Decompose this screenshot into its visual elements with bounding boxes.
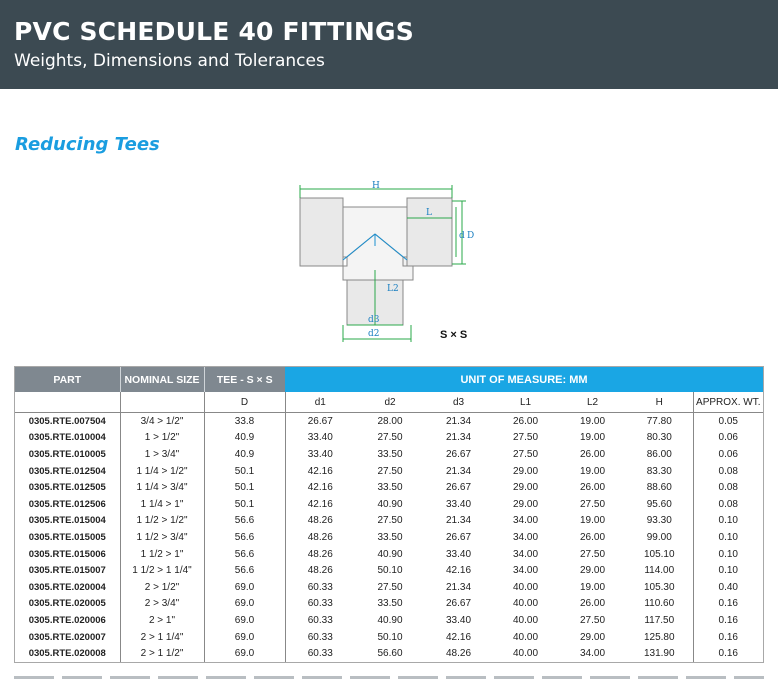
col-header-blank-size	[120, 392, 204, 413]
cell-part: 0305.RTE.020008	[15, 645, 120, 662]
cell-d2: 33.50	[377, 482, 403, 494]
cell-part: 0305.RTE.020004	[15, 579, 120, 596]
cell-h: 93.30	[626, 513, 693, 530]
table-row	[15, 645, 763, 662]
cell-d2: 33.50	[377, 448, 403, 460]
cell-d1: 48.26	[307, 548, 333, 560]
col-header-l2: L2	[559, 392, 626, 413]
cell-h: 83.30	[626, 463, 693, 480]
cell-d2: 50.10	[377, 565, 403, 577]
cell-part: 0305.RTE.010005	[15, 446, 120, 463]
cell-h: 105.30	[626, 579, 693, 596]
cell-d3: 21.34	[445, 415, 472, 427]
cell-d2: 27.50	[377, 465, 403, 477]
cell-l1: 40.00	[512, 598, 539, 610]
cell-nominal-size: 2 > 1 1/2"	[120, 645, 204, 662]
cell-nominal-size: 1 1/4 > 1"	[120, 496, 204, 513]
cell-weight: 0.08	[718, 465, 738, 477]
cell-nominal-size: 1 1/2 > 1/2"	[120, 513, 204, 530]
cell-d1: 42.16	[307, 498, 333, 510]
cell-d2: 33.50	[377, 531, 403, 543]
cell-d-outer: 69.0	[204, 612, 285, 629]
table-row	[15, 496, 763, 513]
cell-d1: 33.40	[307, 448, 333, 460]
cell-weight: 0.16	[718, 614, 738, 626]
cell-d3: 21.34	[445, 465, 472, 477]
cell-l2: 19.00	[579, 465, 606, 477]
cell-weight: 0.40	[718, 581, 738, 593]
col-header-weight: APPROX. WT.	[693, 392, 763, 413]
table-row	[15, 513, 763, 530]
cell-l2: 27.50	[579, 498, 606, 510]
cell-d3: 21.34	[445, 581, 472, 593]
tee-left-socket	[300, 198, 343, 266]
cell-l1: 34.00	[512, 565, 539, 577]
cell-nominal-size: 1 1/2 > 3/4"	[120, 529, 204, 546]
cell-d-outer: 69.0	[204, 596, 285, 613]
cell-l2: 29.00	[579, 631, 606, 643]
cell-d1: 42.16	[307, 482, 333, 494]
cell-l1: 27.50	[512, 448, 539, 460]
cell-weight: 0.16	[718, 648, 738, 660]
cell-d2: 27.50	[377, 515, 403, 527]
table-row	[15, 562, 763, 579]
cell-nominal-size: 1 1/2 > 1 1/4"	[120, 562, 204, 579]
table-row	[15, 430, 763, 447]
cell-weight: 0.08	[718, 498, 738, 510]
cell-part: 0305.RTE.020005	[15, 596, 120, 613]
cell-l1: 27.50	[512, 432, 539, 444]
cell-nominal-size: 2 > 1/2"	[120, 579, 204, 596]
cell-weight: 0.06	[718, 448, 738, 460]
cell-d-outer: 50.1	[204, 463, 285, 480]
dim-label-h: H	[372, 181, 380, 191]
table-row	[15, 629, 763, 646]
cell-l2: 19.00	[579, 415, 606, 427]
table-row	[15, 612, 763, 629]
page-subtitle: Weights, Dimensions and Tolerances	[14, 51, 325, 71]
dim-label-d-large: D	[467, 231, 475, 241]
cell-d1: 60.33	[307, 614, 333, 626]
cell-l2: 19.00	[579, 515, 606, 527]
cell-l2: 19.00	[579, 432, 606, 444]
cell-d1: 33.40	[307, 432, 333, 444]
col-header-h: H	[626, 392, 693, 413]
cell-h: 125.80	[626, 629, 693, 646]
cell-d2: 28.00	[377, 415, 403, 427]
cell-l1: 34.00	[512, 515, 539, 527]
cell-weight: 0.10	[718, 515, 738, 527]
section-title: Reducing Tees	[15, 134, 160, 155]
cell-l2: 26.00	[579, 448, 606, 460]
cell-weight: 0.16	[718, 598, 738, 610]
cell-d-outer: 56.6	[204, 529, 285, 546]
cell-d2: 40.90	[377, 498, 403, 510]
cell-d3: 48.26	[445, 648, 472, 660]
page-title: PVC SCHEDULE 40 FITTINGS	[14, 17, 414, 46]
cell-d-outer: 50.1	[204, 496, 285, 513]
cell-l1: 29.00	[512, 482, 539, 494]
cell-d-outer: 33.8	[204, 413, 285, 430]
cell-weight: 0.16	[718, 631, 738, 643]
cell-d3: 26.67	[445, 531, 472, 543]
footer-divider	[14, 676, 764, 679]
cell-part: 0305.RTE.015004	[15, 513, 120, 530]
cell-h: 77.80	[626, 413, 693, 430]
reducing-tee-diagram	[280, 180, 480, 345]
cell-part: 0305.RTE.015006	[15, 546, 120, 563]
cell-l2: 27.50	[579, 614, 606, 626]
table-row	[15, 413, 763, 430]
col-group-tee: TEE - S × S	[204, 367, 285, 392]
cell-d1: 60.33	[307, 581, 333, 593]
cell-d3: 21.34	[445, 432, 472, 444]
cell-l1: 29.00	[512, 465, 539, 477]
cell-part: 0305.RTE.012505	[15, 479, 120, 496]
table-row	[15, 579, 763, 596]
cell-part: 0305.RTE.015005	[15, 529, 120, 546]
dim-label-d2: d2	[368, 329, 380, 339]
cell-l1: 40.00	[512, 648, 539, 660]
col-header-blank-part	[15, 392, 120, 413]
cell-l2: 34.00	[579, 648, 606, 660]
dim-label-l: L	[426, 208, 432, 218]
cell-d3: 26.67	[445, 448, 472, 460]
cell-d2: 33.50	[377, 598, 403, 610]
cell-h: 114.00	[626, 562, 693, 579]
cell-l2: 19.00	[579, 581, 606, 593]
cell-h: 110.60	[626, 596, 693, 613]
table-row	[15, 546, 763, 563]
cell-nominal-size: 2 > 1 1/4"	[120, 629, 204, 646]
table-row	[15, 596, 763, 613]
table-row	[15, 479, 763, 496]
cell-d-outer: 40.9	[204, 430, 285, 447]
cell-d3: 42.16	[445, 565, 472, 577]
col-header-d1: d1	[285, 392, 355, 413]
cell-nominal-size: 1 1/4 > 3/4"	[120, 479, 204, 496]
cell-part: 0305.RTE.012506	[15, 496, 120, 513]
cell-l2: 26.00	[579, 482, 606, 494]
cell-weight: 0.06	[718, 432, 738, 444]
cell-l1: 40.00	[512, 614, 539, 626]
cell-d1: 60.33	[307, 598, 333, 610]
cell-l1: 29.00	[512, 498, 539, 510]
cell-d-outer: 69.0	[204, 579, 285, 596]
cell-h: 105.10	[626, 546, 693, 563]
cell-part: 0305.RTE.007504	[15, 413, 120, 430]
diagram-caption: S × S	[440, 329, 468, 341]
cell-part: 0305.RTE.012504	[15, 463, 120, 480]
cell-d-outer: 69.0	[204, 645, 285, 662]
cell-l1: 40.00	[512, 631, 539, 643]
cell-weight: 0.10	[718, 548, 738, 560]
cell-weight: 0.10	[718, 565, 738, 577]
cell-d-outer: 56.6	[204, 513, 285, 530]
cell-nominal-size: 1 > 3/4"	[120, 446, 204, 463]
cell-part: 0305.RTE.020006	[15, 612, 120, 629]
cell-d2: 40.90	[377, 548, 403, 560]
col-header-d3: d3	[425, 392, 492, 413]
cell-l2: 27.50	[579, 548, 606, 560]
dim-label-d3: d3	[368, 315, 380, 325]
cell-weight: 0.05	[718, 415, 738, 427]
cell-d2: 56.60	[377, 648, 403, 660]
col-group-nominal-size: NOMINAL SIZE	[120, 367, 204, 392]
cell-d2: 27.50	[377, 432, 403, 444]
cell-d-outer: 50.1	[204, 479, 285, 496]
cell-d-outer: 69.0	[204, 629, 285, 646]
cell-d3: 26.67	[445, 598, 472, 610]
cell-nominal-size: 1 1/2 > 1"	[120, 546, 204, 563]
cell-d2: 40.90	[377, 614, 403, 626]
cell-nominal-size: 3/4 > 1/2"	[120, 413, 204, 430]
cell-h: 80.30	[626, 430, 693, 447]
cell-d1: 60.33	[307, 631, 333, 643]
col-header-d-outer: D	[204, 392, 285, 413]
cell-part: 0305.RTE.020007	[15, 629, 120, 646]
cell-d3: 42.16	[445, 631, 472, 643]
cell-l2: 26.00	[579, 531, 606, 543]
cell-d-outer: 56.6	[204, 546, 285, 563]
cell-d1: 42.16	[307, 465, 333, 477]
cell-nominal-size: 2 > 3/4"	[120, 596, 204, 613]
cell-l2: 26.00	[579, 598, 606, 610]
cell-h: 99.00	[626, 529, 693, 546]
cell-d1: 60.33	[307, 648, 333, 660]
cell-d1: 48.26	[307, 515, 333, 527]
col-header-l1: L1	[492, 392, 559, 413]
cell-h: 117.50	[626, 612, 693, 629]
cell-d2: 50.10	[377, 631, 403, 643]
dim-label-d-small: d	[459, 231, 465, 241]
table-row	[15, 529, 763, 546]
cell-d3: 33.40	[445, 548, 472, 560]
cell-nominal-size: 1 > 1/2"	[120, 430, 204, 447]
cell-weight: 0.10	[718, 531, 738, 543]
cell-d3: 21.34	[445, 515, 472, 527]
cell-l1: 34.00	[512, 548, 539, 560]
cell-d1: 48.26	[307, 531, 333, 543]
cell-h: 95.60	[626, 496, 693, 513]
table-row	[15, 463, 763, 480]
dimensions-table	[14, 366, 764, 663]
cell-h: 86.00	[626, 446, 693, 463]
table-body	[15, 413, 763, 662]
cell-nominal-size: 1 1/4 > 1/2"	[120, 463, 204, 480]
table-row	[15, 446, 763, 463]
cell-part: 0305.RTE.010004	[15, 430, 120, 447]
col-group-unit: UNIT OF MEASURE: MM	[285, 367, 763, 392]
col-header-d2: d2	[355, 392, 425, 413]
cell-d3: 26.67	[445, 482, 472, 494]
cell-h: 88.60	[626, 479, 693, 496]
cell-l1: 26.00	[512, 415, 539, 427]
cell-part: 0305.RTE.015007	[15, 562, 120, 579]
cell-d2: 27.50	[377, 581, 403, 593]
cell-l1: 34.00	[512, 531, 539, 543]
cell-l2: 29.00	[579, 565, 606, 577]
cell-d-outer: 40.9	[204, 446, 285, 463]
cell-d3: 33.40	[445, 498, 472, 510]
cell-d3: 33.40	[445, 614, 472, 626]
cell-d1: 48.26	[307, 565, 333, 577]
cell-d-outer: 56.6	[204, 562, 285, 579]
col-group-part: PART	[15, 367, 120, 392]
dim-label-l2: L2	[387, 284, 399, 294]
cell-nominal-size: 2 > 1"	[120, 612, 204, 629]
page-header	[0, 0, 778, 89]
cell-weight: 0.08	[718, 482, 738, 494]
cell-h: 131.90	[626, 645, 693, 662]
cell-d1: 26.67	[307, 415, 333, 427]
cell-l1: 40.00	[512, 581, 539, 593]
